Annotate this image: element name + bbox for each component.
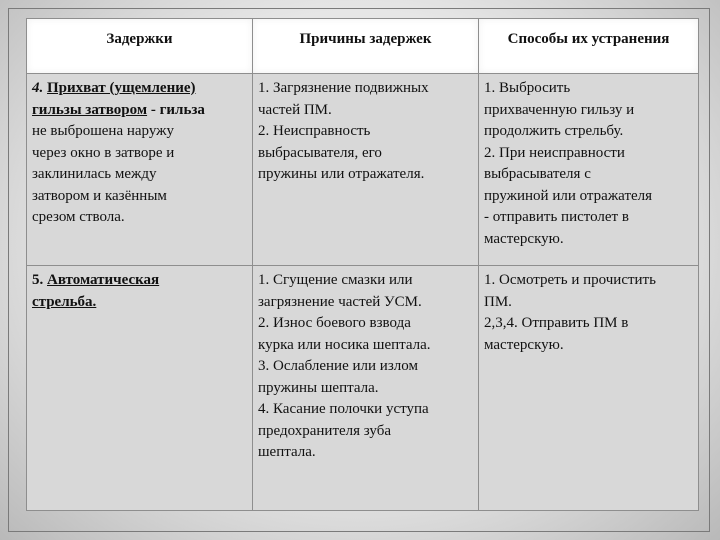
fix-line: ПМ. <box>484 293 512 310</box>
delay-title: гильзы затвором <box>32 101 148 118</box>
delay-title: стрельба. <box>32 293 97 310</box>
fix-line: пружиной или отражателя <box>484 187 653 204</box>
header-causes: Причины задержек <box>253 19 479 74</box>
delay-title-line <box>32 78 247 100</box>
causes-cell <box>253 266 479 511</box>
cause-line: шептала. <box>258 444 316 460</box>
delay-text-line: заклинилась между <box>32 166 157 182</box>
delay-text-line: срезом ствола. <box>32 209 125 225</box>
fix-line: 1. Осмотреть и прочистить <box>484 272 656 288</box>
fix-line: мастерскую. <box>484 230 564 247</box>
cause-line: пружины шептала. <box>258 379 379 396</box>
cause-line: курка или носика шептала. <box>258 336 431 353</box>
fix-line: мастерскую. <box>484 336 564 353</box>
delay-title: Автоматическая <box>47 272 160 288</box>
delay-text-line: не выброшена наружу <box>32 123 175 139</box>
delay-text-line: затвором и казённым <box>32 187 167 204</box>
cause-line: 1. Загрязнение подвижных <box>258 80 429 96</box>
cause-line: 2. Неисправность <box>258 123 371 139</box>
delay-cell <box>27 74 253 266</box>
delay-title-line <box>32 270 247 292</box>
cause-line: выбрасывателя, его <box>258 144 382 161</box>
cause-line: 1. Сгущение смазки или <box>258 272 413 288</box>
table-row <box>27 74 699 266</box>
header-fixes: Способы их устранения <box>479 19 699 74</box>
delay-cell <box>27 266 253 511</box>
table-row <box>27 266 699 511</box>
delay-title: Прихват (ущемление) <box>47 80 196 96</box>
cause-line: частей ПМ. <box>258 101 332 118</box>
fix-line: 2,3,4. Отправить ПМ в <box>484 315 629 331</box>
delay-dash: - гильза <box>147 101 205 118</box>
delay-text-line: через окно в затворе и <box>32 144 175 161</box>
delay-title-line <box>32 100 247 122</box>
cause-line: пружины или отражателя. <box>258 166 425 182</box>
fix-line: выбрасывателя с <box>484 166 591 182</box>
header-delays: Задержки <box>27 19 253 74</box>
fix-line: - отправить пистолет в <box>484 209 629 225</box>
fix-line: 2. При неисправности <box>484 144 625 161</box>
delay-title-line <box>32 292 247 314</box>
delay-number: 5. <box>32 272 44 288</box>
fix-line: продолжить стрельбу. <box>484 123 624 139</box>
fixes-cell <box>479 74 699 266</box>
fix-line: прихваченную гильзу и <box>484 101 635 118</box>
cause-line: предохранителя зуба <box>258 422 392 439</box>
delay-number: 4. <box>32 80 44 96</box>
cause-line: 2. Износ боевого взвода <box>258 315 411 331</box>
cause-line: 3. Ослабление или излом <box>258 358 418 374</box>
fix-line: 1. Выбросить <box>484 80 571 96</box>
cause-line: загрязнение частей УСМ. <box>258 293 422 310</box>
fixes-cell <box>479 266 699 511</box>
table-header-row <box>27 19 699 74</box>
delays-table <box>26 18 699 511</box>
causes-cell <box>253 74 479 266</box>
cause-line: 4. Касание полочки уступа <box>258 401 429 417</box>
